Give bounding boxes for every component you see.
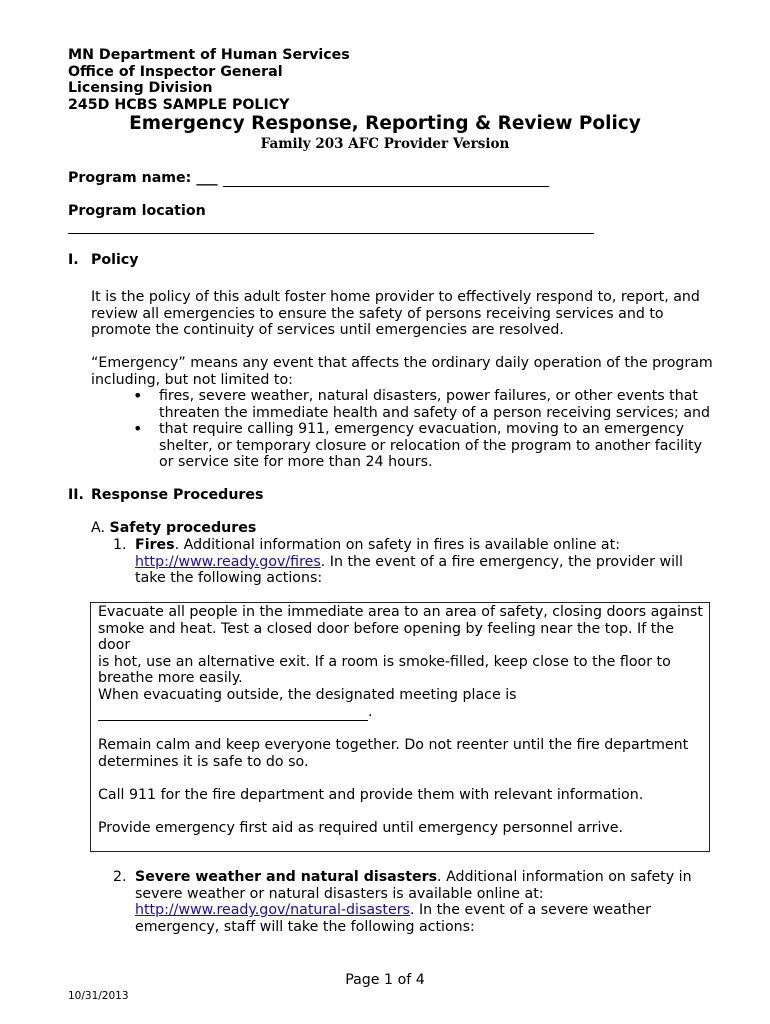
bullet-icon: • <box>133 386 143 405</box>
subsection-a <box>91 520 256 536</box>
header-line-department: MN Department of Human Services <box>68 47 350 63</box>
item-2-number: 2. <box>113 869 127 885</box>
program-name-label: Program name: <box>68 170 192 186</box>
document-subtitle: Family 203 AFC Provider Version <box>260 136 510 152</box>
meeting-place-paragraph <box>98 687 708 721</box>
box-line: is hot, use an alternative exit. If a room is smoke-filled, keep close to the floor to <box>98 653 671 670</box>
program-location-label: Program location <box>68 203 206 219</box>
fires-item <box>135 537 735 587</box>
fires-link[interactable]: http://www.ready.gov/fires <box>135 553 321 570</box>
section-2-heading: Response Procedures <box>91 487 264 503</box>
item-1-number: 1. <box>113 537 127 553</box>
page-number: Page 1 of 4 <box>345 972 425 988</box>
call-911-paragraph: Call 911 for the fire department and provide them with relevant information. <box>98 787 644 803</box>
box-line: breathe more easily. <box>98 670 243 687</box>
bullet-line: that require calling 911, emergency evacuation, moving to an emergency <box>159 421 685 437</box>
bullet-line: shelter, or temporary closure or relocation of the program to another facility <box>159 437 702 454</box>
severe-weather-text: . Additional information on safety in <box>437 869 692 885</box>
fires-text: take the following actions: <box>135 570 323 587</box>
severe-weather-text: . In the event of a severe weather <box>409 902 651 919</box>
policy-paragraph <box>91 289 731 339</box>
header-line-division: Licensing Division <box>68 80 213 96</box>
meeting-place-period: . <box>368 703 373 720</box>
box-line: When evacuating outside, the designated meeting place is <box>98 687 517 703</box>
bullet-line: fires, severe weather, natural disasters, power failures, or other events that <box>159 388 698 404</box>
definition-line: including, but not limited to: <box>91 371 293 388</box>
box-line: Remain calm and keep everyone together. Do not reenter until the fire department <box>98 737 689 753</box>
fires-text: . In the event of a fire emergency, the provider will <box>320 553 683 570</box>
program-name-row <box>68 170 549 187</box>
section-1-number: I. <box>68 252 79 268</box>
program-name-prefix: ___ <box>196 170 218 186</box>
subsection-a-heading: Safety procedures <box>109 520 257 536</box>
subsection-a-letter: A. <box>91 520 105 536</box>
box-line: determines it is safe to do so. <box>98 753 309 770</box>
natural-disasters-link[interactable]: http://www.ready.gov/natural-disasters <box>135 902 410 919</box>
header-line-policy-type: 245D HCBS SAMPLE POLICY <box>68 96 290 113</box>
remain-calm-paragraph <box>98 737 708 770</box>
definition-bullet-2 <box>159 421 739 471</box>
bullet-line: or service site for more than 24 hours. <box>159 454 433 471</box>
definition-bullet-1 <box>159 388 739 421</box>
fires-heading: Fires <box>135 537 175 553</box>
program-name-field[interactable] <box>223 170 549 187</box>
bullet-line: threaten the immediate health and safety of a person receiving services; and <box>159 404 711 421</box>
policy-line: review all emergencies to ensure the safety of persons receiving services and to <box>91 305 664 322</box>
box-line: Evacuate all people in the immediate area to an area of safety, closing doors against <box>98 604 703 620</box>
fire-evacuate-paragraph <box>98 604 708 687</box>
program-location-field[interactable] <box>68 233 594 234</box>
definition-line: “Emergency” means any event that affects the ordinary daily operation of the program <box>91 355 713 371</box>
first-aid-paragraph: Provide emergency first aid as required until emergency personnel arrive. <box>98 820 624 836</box>
severe-weather-text: severe weather or natural disasters is available online at: <box>135 885 544 902</box>
box-line: smoke and heat. Test a closed door before opening by feeling near the top. If the door <box>98 620 675 654</box>
bullet-icon: • <box>133 419 143 438</box>
document-date: 10/31/2013 <box>68 990 129 1002</box>
emergency-definition <box>91 355 731 388</box>
section-2-number: II. <box>68 487 84 503</box>
fires-text: . Additional information on safety in fires is available online at: <box>174 537 620 553</box>
meeting-place-field[interactable] <box>98 704 368 722</box>
header-line-office: Office of Inspector General <box>68 63 283 80</box>
severe-weather-text: emergency, staff will take the following actions: <box>135 918 475 935</box>
fire-procedures-box <box>90 602 710 852</box>
policy-line: promote the continuity of services until emergencies are resolved. <box>91 322 564 339</box>
policy-line: It is the policy of this adult foster home provider to effectively respond to, report, and <box>91 289 700 305</box>
agency-header <box>68 47 350 113</box>
section-1-heading: Policy <box>91 252 139 268</box>
severe-weather-heading: Severe weather and natural disasters <box>135 869 438 885</box>
severe-weather-item <box>135 869 735 935</box>
document-title: Emergency Response, Reporting & Review Policy <box>129 113 641 134</box>
